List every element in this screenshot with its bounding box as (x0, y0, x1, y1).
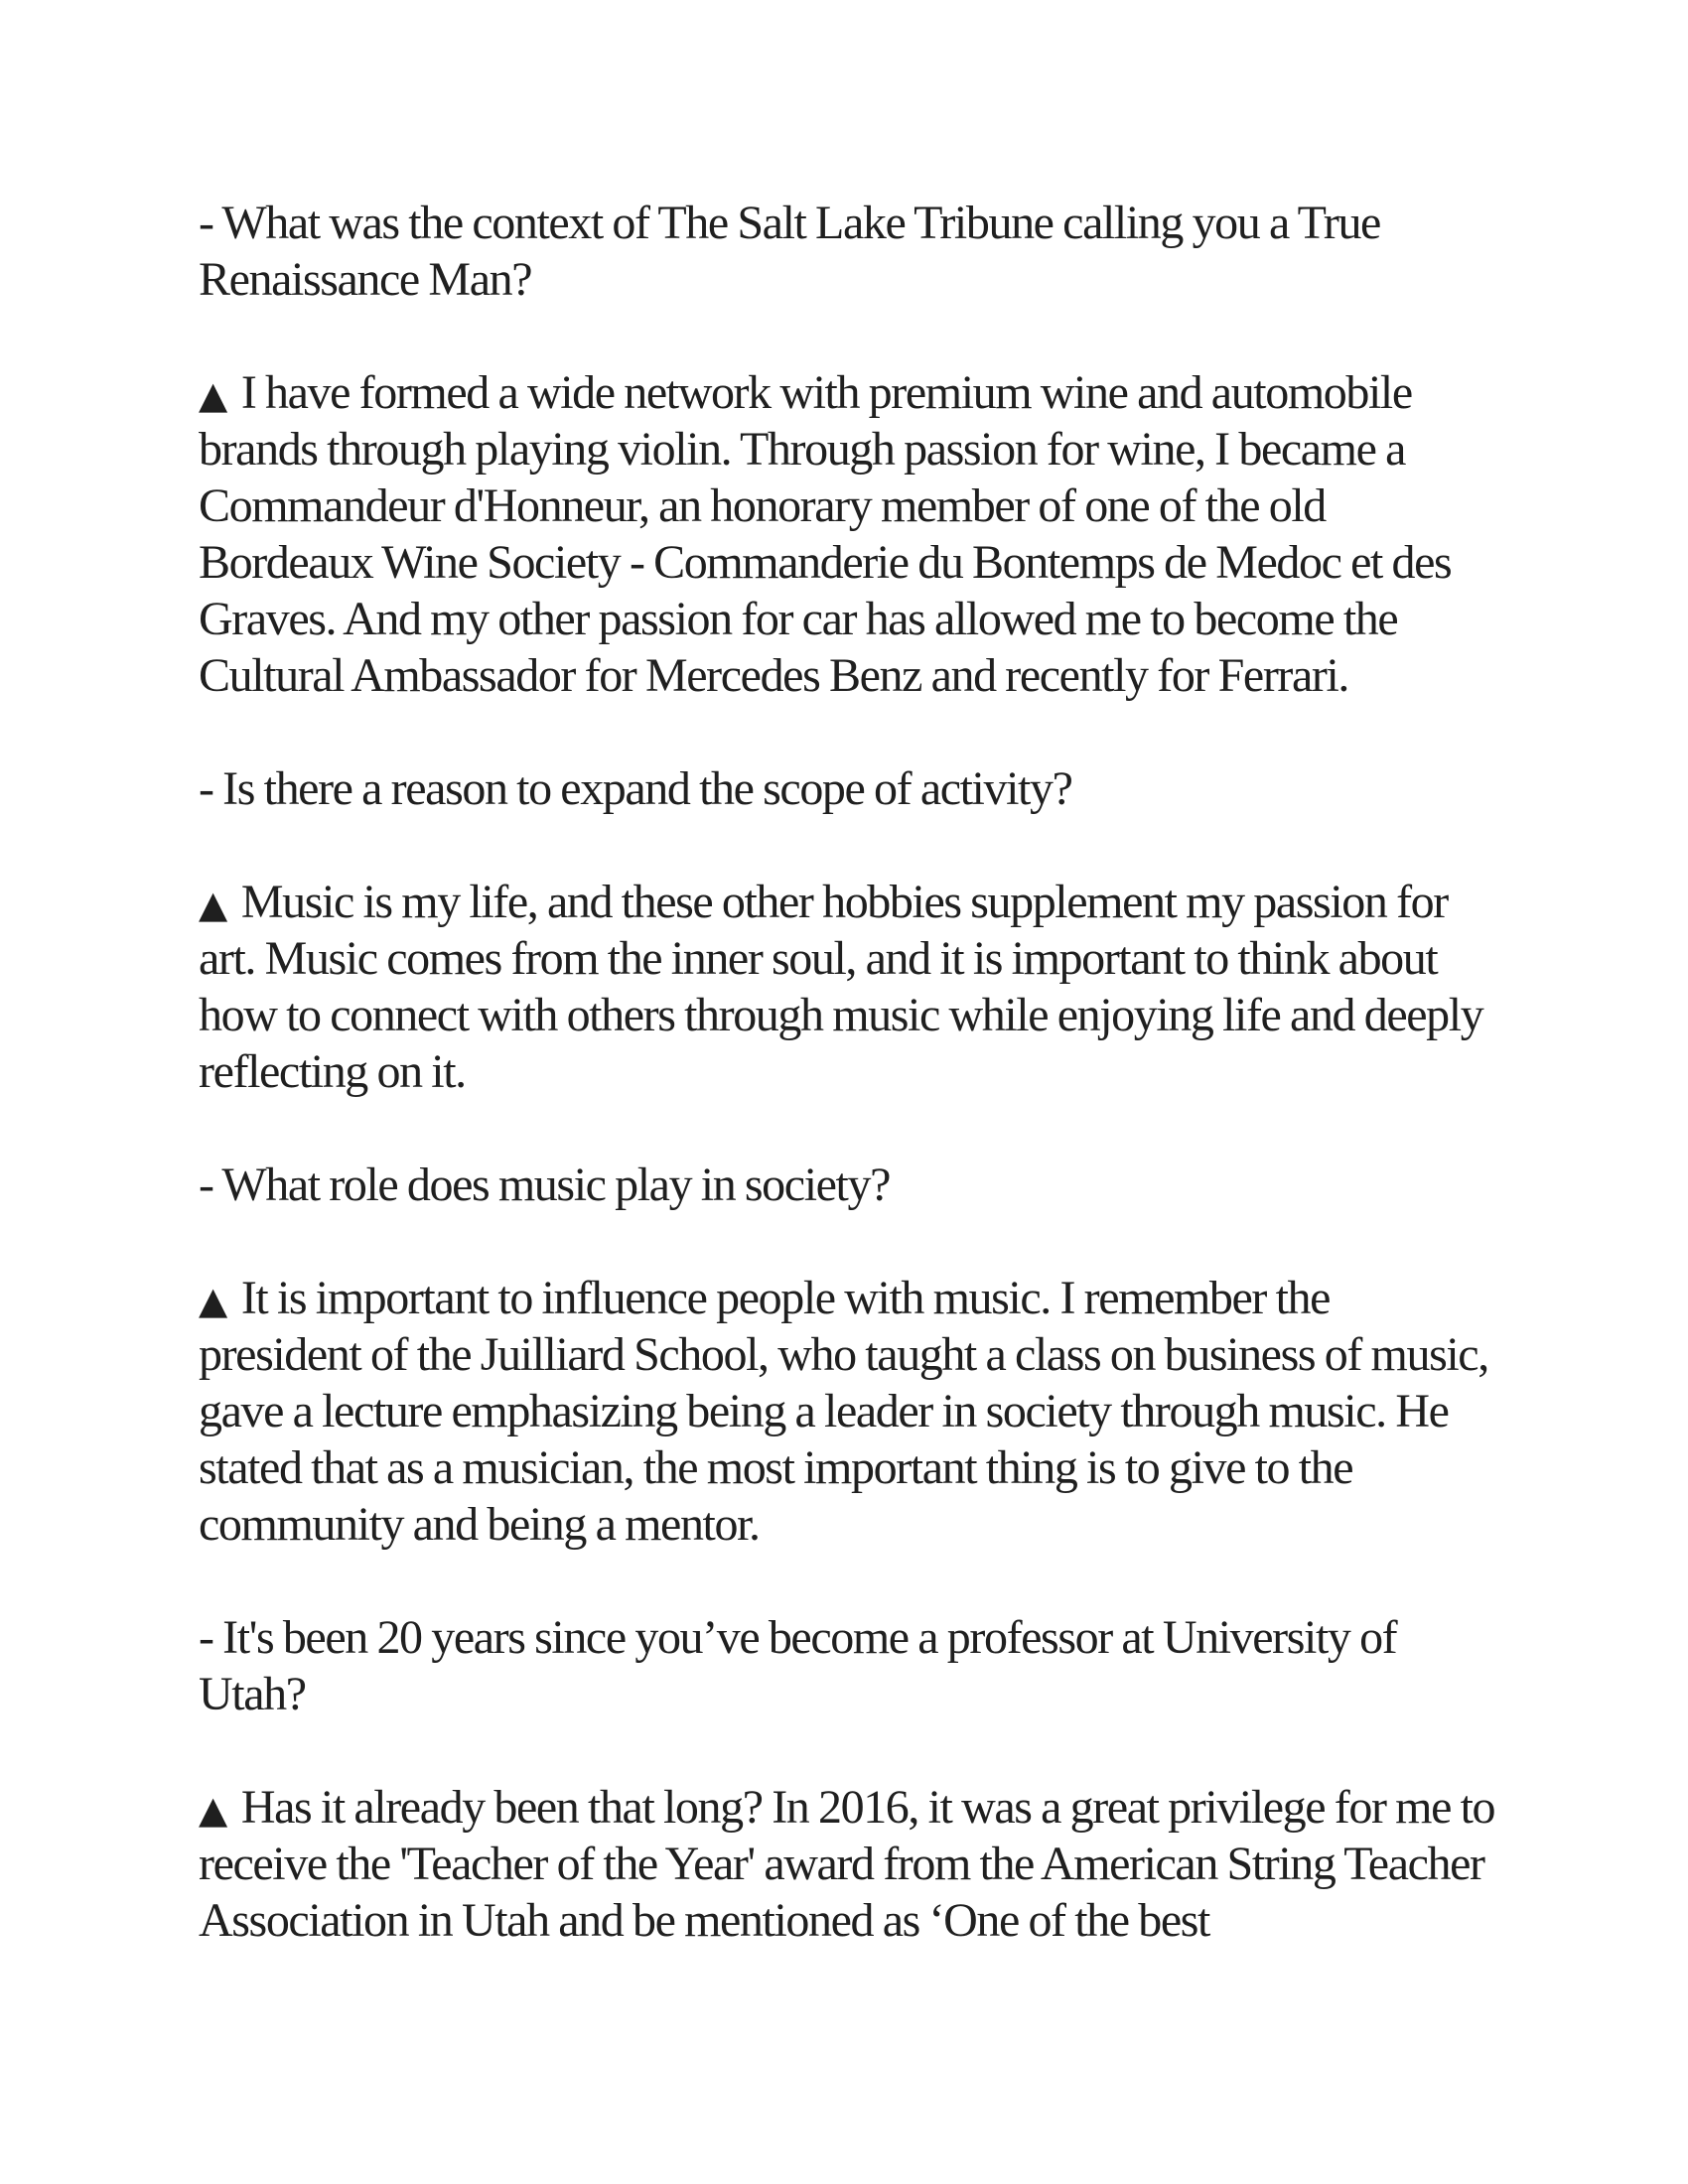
question-text: - What was the context of The Salt Lake Tribune calling you a True Renaissance Man? (199, 197, 1380, 306)
question-text: - It's been 20 years since you’ve become a professor at University of Utah? (199, 1611, 1397, 1720)
answer-text: Music is my life, and these other hobbies supplement my passion for art. Music comes from the inner soul, and it is important to think about how to connect with others through music while enjoying life and deeply reflecting on it. (199, 876, 1483, 1098)
answer-paragraph (199, 874, 1499, 1100)
question-paragraph (199, 195, 1499, 308)
document-body (199, 195, 1499, 1949)
answer-text: It is important to influence people with music. I remember the president of the Juilliard School, who taught a class on business of music, gave a lecture emphasizing being a leader in society through music. He stated that as a musician, the most important thing is to give to the community and being a mentor. (199, 1272, 1488, 1551)
answer-paragraph (199, 364, 1499, 704)
triangle-marker-icon: ▲ (199, 1788, 228, 1832)
question-paragraph (199, 1157, 1499, 1213)
triangle-marker-icon: ▲ (199, 883, 228, 926)
triangle-marker-icon: ▲ (199, 1279, 228, 1322)
answer-paragraph (199, 1779, 1499, 1949)
answer-text: Has it already been that long? In 2016, it was a great privilege for me to receive the 'Teacher of the Year' award from the American String Teacher Association in Utah and be mentioned as ‘One of the best (199, 1781, 1495, 1947)
question-paragraph (199, 760, 1499, 817)
question-paragraph (199, 1609, 1499, 1722)
answer-paragraph (199, 1270, 1499, 1553)
answer-text: I have formed a wide network with premium wine and automobile brands through playing violin. Through passion for wine, I became a Commandeur d'Honneur, an honorary member of one of the old Bordeaux Wine Society - Commanderie du Bontemps de Medoc et des Graves. And my other passion for car has allowed me to become the Cultural Ambassador for Mercedes Benz and recently for Ferrari. (199, 366, 1452, 702)
question-text: - Is there a reason to expand the scope of activity? (199, 762, 1072, 815)
triangle-marker-icon: ▲ (199, 373, 228, 417)
question-text: - What role does music play in society? (199, 1159, 890, 1211)
